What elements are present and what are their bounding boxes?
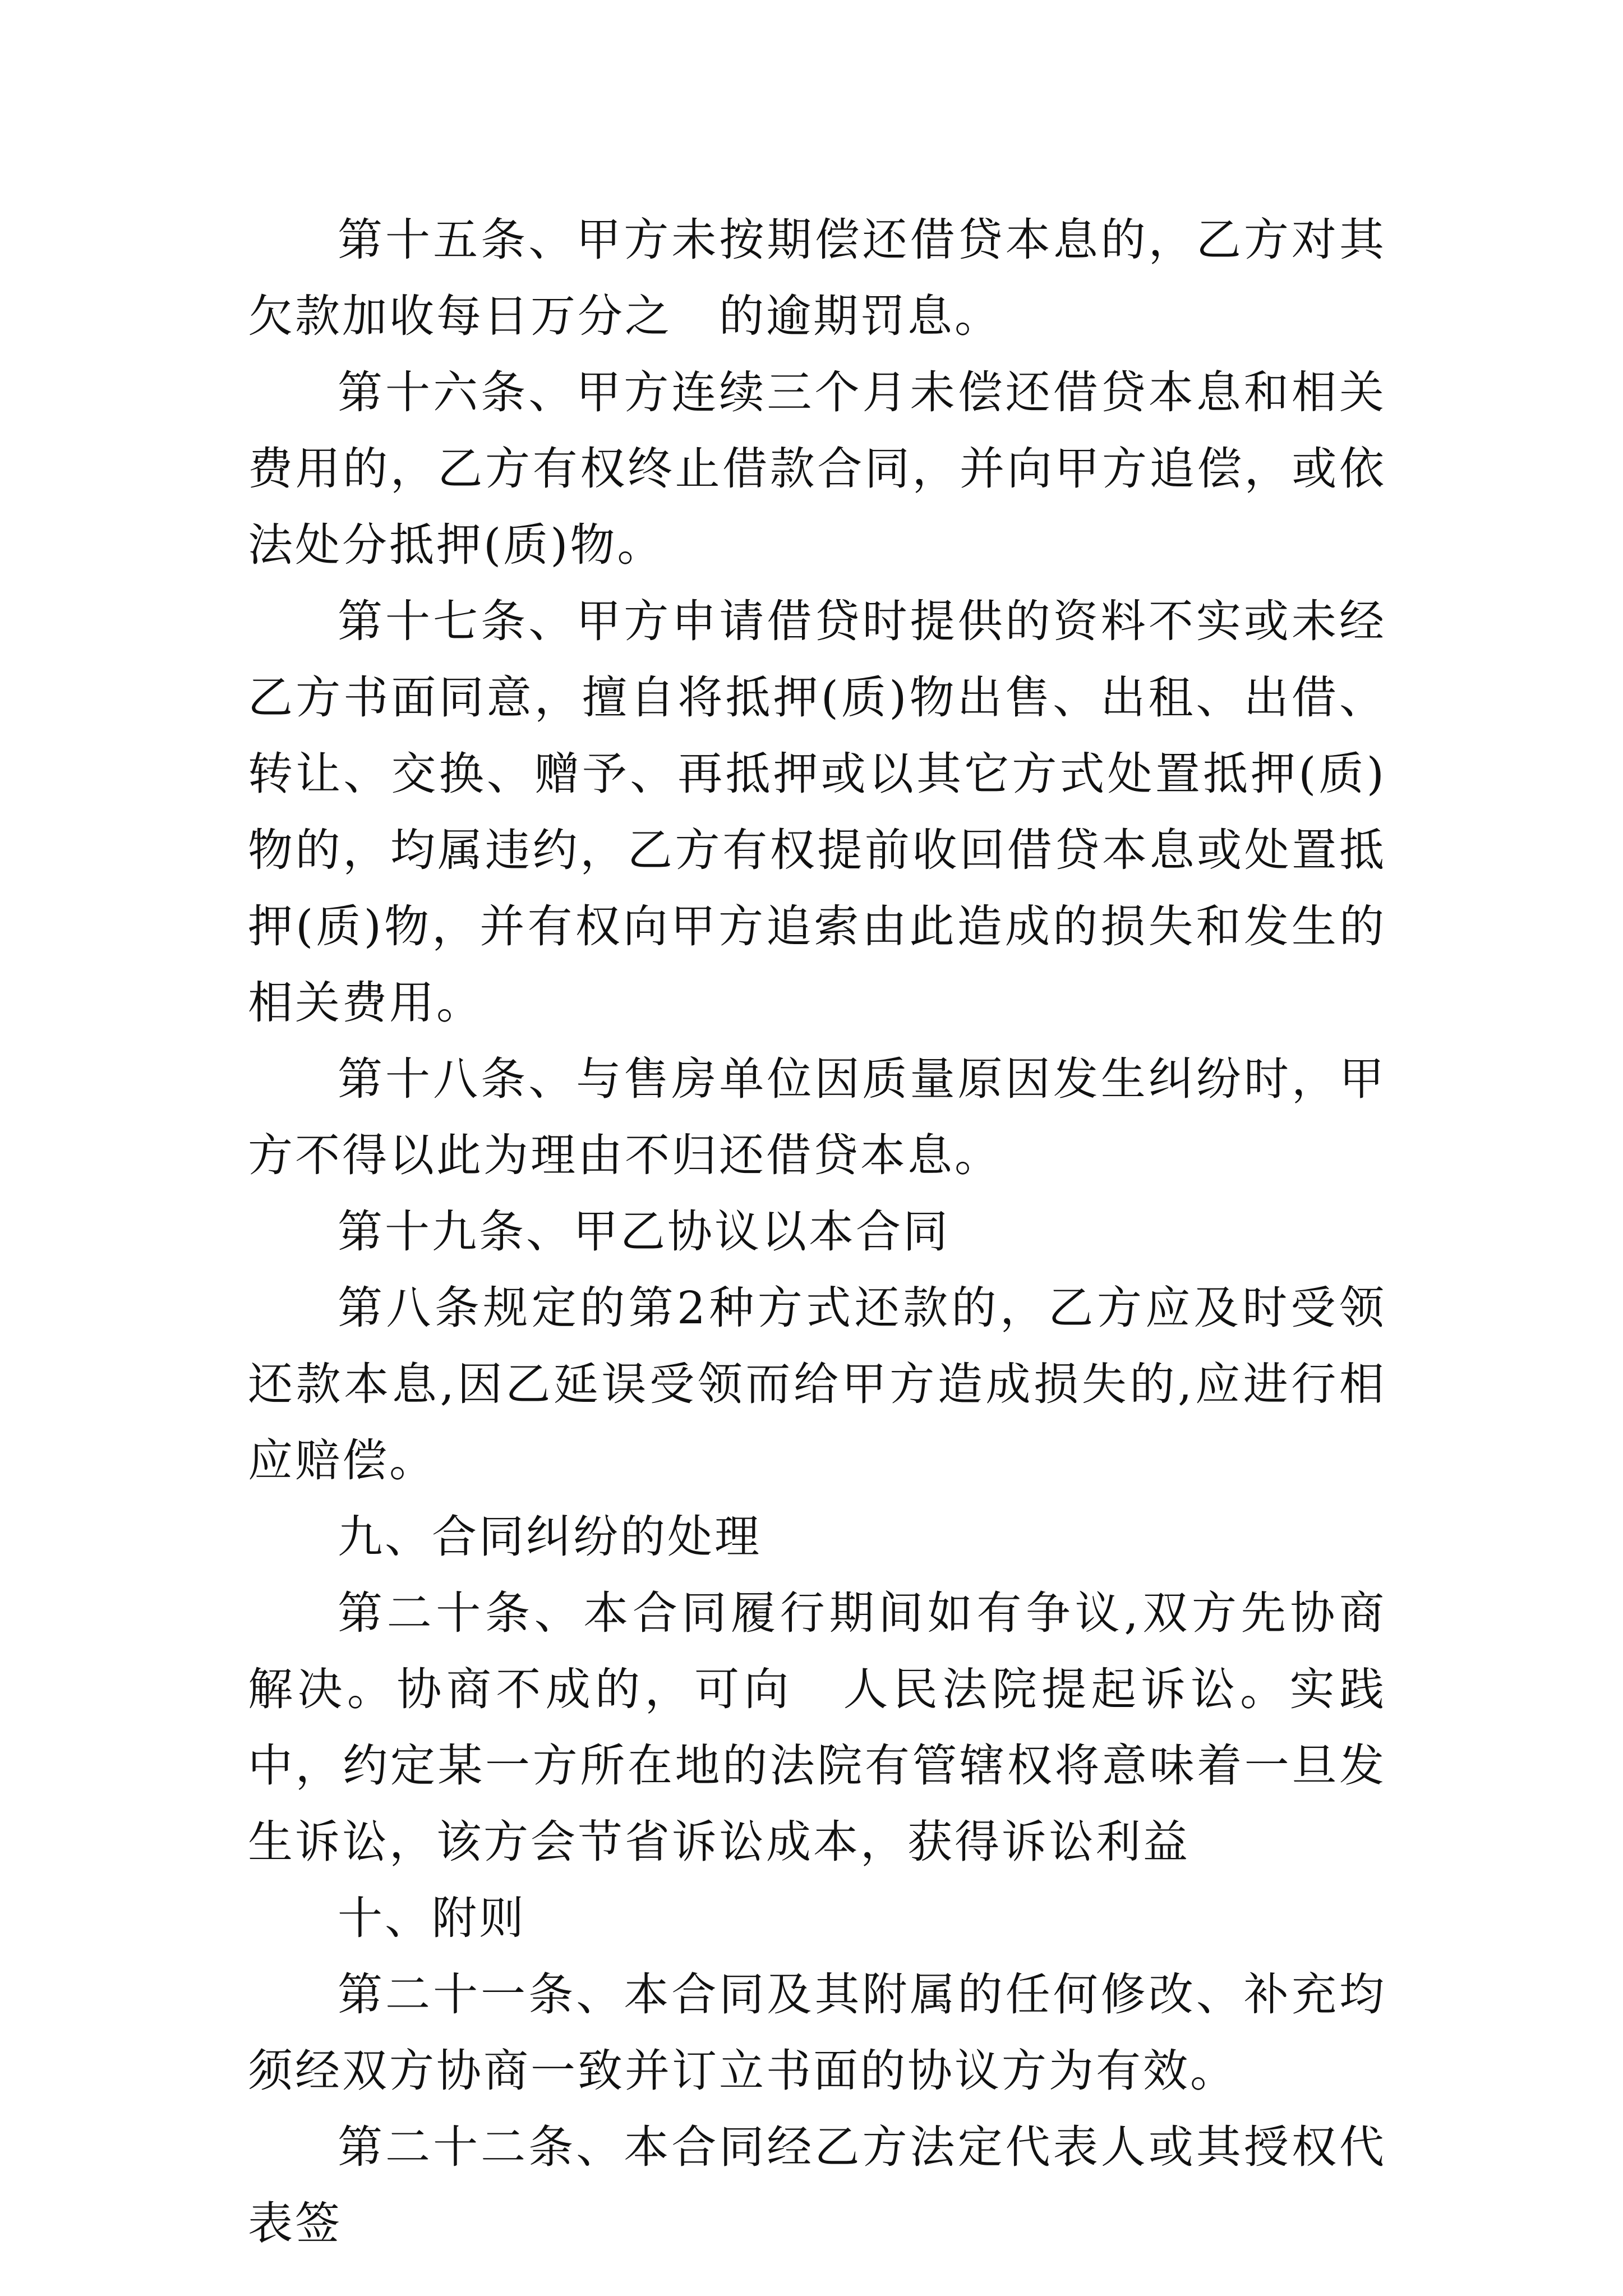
section-heading-supplementary: 十、附则 xyxy=(338,1892,526,1944)
paragraph-article-21: 第二十一条、本合同及其附属的任何修改、补充均须经双方协商一致并订立书面的协议方为有效。 xyxy=(248,1968,1386,2097)
paragraph-article-16: 第十六条、甲方连续三个月未偿还借贷本息和相关费用的，乙方有权终止借款合同，并向甲方追偿，或依法处分抵押(质)物。 xyxy=(248,366,1386,571)
document-body xyxy=(248,202,1386,2262)
paragraph-article-17: 第十七条、甲方申请借贷时提供的资料不实或未经乙方书面同意，擅自将抵押(质)物出售、出租、出借、转让、交换、赠予、再抵押或以其它方式处置抵押(质)物的，均属违约，乙方有权提前收回借贷本息或处置抵押(质)物，并有权向甲方追索由此造成的损失和发生的相关费用。 xyxy=(248,595,1386,1029)
section-heading-disputes: 九、合同纠纷的处理 xyxy=(338,1511,762,1563)
paragraph-article-19-continued: 第八条规定的第2种方式还款的，乙方应及时受领还款本息,因乙延误受领而给甲方造成损失的,应进行相应赔偿。 xyxy=(248,1282,1386,1487)
paragraph-article-15: 第十五条、甲方未按期偿还借贷本息的，乙方对其欠款加收每日万分之 的逾期罚息。 xyxy=(248,214,1386,342)
paragraph-article-18: 第十八条、与售房单位因质量原因发生纠纷时，甲方不得以此为理由不归还借贷本息。 xyxy=(248,1053,1386,1181)
paragraph-article-22: 第二十二条、本合同经乙方法定代表人或其授权代表签 xyxy=(248,2121,1386,2249)
paragraph-article-19: 第十九条、甲乙协议以本合同 xyxy=(338,1205,950,1258)
paragraph-article-20: 第二十条、本合同履行期间如有争议,双方先协商解决。协商不成的，可向 人民法院提起诉讼。实践中，约定某一方所在地的法院有管辖权将意味着一旦发生诉讼，该方会节省诉讼成本，获得诉讼利益 xyxy=(248,1587,1386,1868)
